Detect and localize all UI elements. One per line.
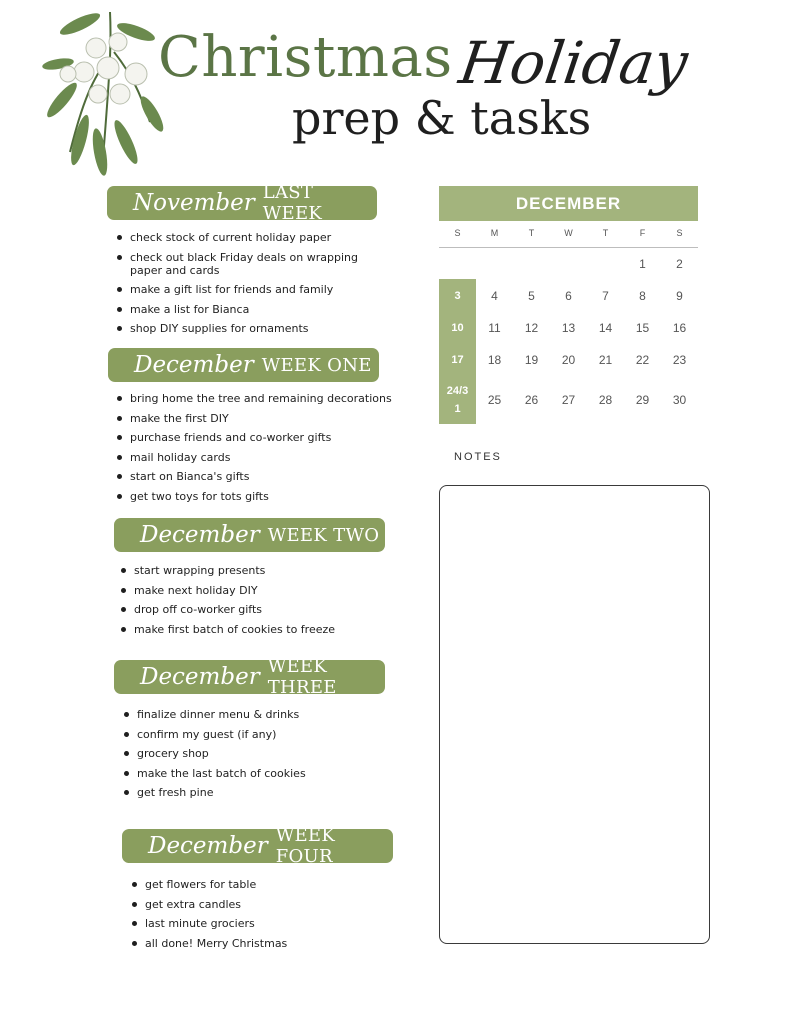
task-item: make a list for Bianca: [115, 303, 390, 316]
calendar-day-cell: 27: [561, 393, 576, 407]
calendar-day-cell: 15: [635, 321, 650, 335]
task-item: start wrapping presents: [119, 564, 409, 577]
weekday-label: S: [454, 228, 461, 238]
calendar-sunday-cell: 10: [451, 322, 464, 334]
section-header-november-last-week: [107, 182, 377, 224]
calendar-day-cell: 9: [676, 289, 683, 303]
section-week: WEEK THREE: [267, 656, 337, 698]
weekday-label: T: [602, 228, 609, 238]
calendar-day-cell: 21: [598, 353, 613, 367]
section-header-december-week-four: [122, 825, 393, 867]
task-item: grocery shop: [122, 747, 412, 760]
task-item: get fresh pine: [122, 786, 412, 799]
calendar-sunday-cell: 17: [451, 354, 464, 366]
calendar-day-cell: 11: [488, 321, 501, 335]
calendar-day-cell: 20: [561, 353, 576, 367]
calendar-day-cell: 25: [487, 393, 502, 407]
calendar-day-cell: 26: [524, 393, 539, 407]
task-item: get two toys for tots gifts: [115, 490, 405, 503]
calendar-day-cell: 12: [524, 321, 539, 335]
calendar-day-cell: 2: [676, 257, 683, 271]
calendar-grid: [439, 248, 698, 424]
task-item: shop DIY supplies for ornaments: [115, 322, 390, 335]
calendar-days-of-week: [439, 228, 698, 242]
notes-box: [439, 485, 710, 944]
task-item: make the first DIY: [115, 412, 405, 425]
calendar-day-cell: 28: [598, 393, 613, 407]
calendar-day-cell: 23: [672, 353, 687, 367]
section-month: December: [134, 352, 254, 378]
section-month: December: [148, 833, 268, 859]
task-item: make next holiday DIY: [119, 584, 409, 597]
task-item: get extra candles: [130, 898, 420, 911]
task-list-december-week-two: [119, 564, 409, 642]
title-holiday: Holiday: [455, 29, 692, 97]
calendar-day-cell: 6: [565, 289, 572, 303]
calendar-day-cell: 5: [528, 289, 535, 303]
task-item: make first batch of cookies to freeze: [119, 623, 409, 636]
task-item: last minute grociers: [130, 917, 420, 930]
calendar-sunday-cell: 24/3 1: [446, 385, 469, 415]
task-list-december-week-one: [115, 392, 405, 509]
calendar-day-cell: 14: [598, 321, 613, 335]
calendar-day-cell: 13: [561, 321, 576, 335]
calendar-day-cell: 29: [635, 393, 650, 407]
section-header-december-week-two: [114, 518, 385, 552]
task-item: drop off co-worker gifts: [119, 603, 409, 616]
task-item: finalize dinner menu & drinks: [122, 708, 412, 721]
weekday-label: M: [490, 228, 499, 238]
calendar-week-row: [439, 280, 698, 312]
task-item: check stock of current holiday paper: [115, 231, 390, 244]
calendar-sunday-cell: 3: [454, 290, 461, 302]
task-item: mail holiday cards: [115, 451, 405, 464]
calendar-week-row: [439, 376, 698, 424]
task-list-december-week-three: [122, 708, 412, 806]
section-week: WEEK TWO: [267, 524, 380, 546]
task-item: bring home the tree and remaining decorations: [115, 392, 405, 405]
calendar-week-row: [439, 312, 698, 344]
calendar-month-title: DECEMBER: [439, 186, 698, 221]
task-item: get flowers for table: [130, 878, 420, 891]
notes-label: NOTES: [454, 451, 502, 463]
calendar-day-cell: 30: [672, 393, 687, 407]
task-item: purchase friends and co-worker gifts: [115, 431, 405, 444]
task-item: confirm my guest (if any): [122, 728, 412, 741]
section-week: WEEK FOUR: [275, 825, 336, 867]
calendar-day-cell: 4: [491, 289, 498, 303]
calendar-day-cell: 7: [602, 289, 609, 303]
task-item: make the last batch of cookies: [122, 767, 412, 780]
task-item: make a gift list for friends and family: [115, 283, 390, 296]
weekday-label: F: [639, 228, 646, 238]
task-item: all done! Merry Christmas: [130, 937, 420, 950]
weekday-label: T: [528, 228, 535, 238]
section-month: December: [140, 664, 260, 690]
section-month: November: [133, 190, 255, 216]
section-header-december-week-one: [108, 348, 379, 382]
section-week: WEEK ONE: [261, 354, 372, 376]
calendar-day-cell: 18: [487, 353, 502, 367]
weekday-label: W: [564, 228, 573, 238]
calendar-day-cell: 16: [672, 321, 687, 335]
calendar-week-row: [439, 248, 698, 280]
task-item: start on Bianca's gifts: [115, 470, 405, 483]
section-header-december-week-three: [114, 656, 385, 698]
weekday-label: S: [676, 228, 683, 238]
task-list-december-week-four: [130, 878, 420, 956]
calendar-day-cell: 22: [635, 353, 650, 367]
calendar-week-row: [439, 344, 698, 376]
calendar-day-cell: 8: [639, 289, 646, 303]
task-item: check out black Friday deals on wrapping paper and cards: [115, 251, 390, 277]
mistletoe-logo: [40, 2, 170, 177]
section-month: December: [140, 522, 260, 548]
title-subtitle: prep & tasks: [292, 91, 592, 145]
task-list-november-last-week: [115, 231, 390, 342]
calendar-day-cell: 1: [639, 257, 646, 271]
section-week: LAST WEEK: [262, 182, 323, 224]
calendar-day-cell: 19: [524, 353, 539, 367]
title-christmas: Christmas: [158, 25, 453, 90]
